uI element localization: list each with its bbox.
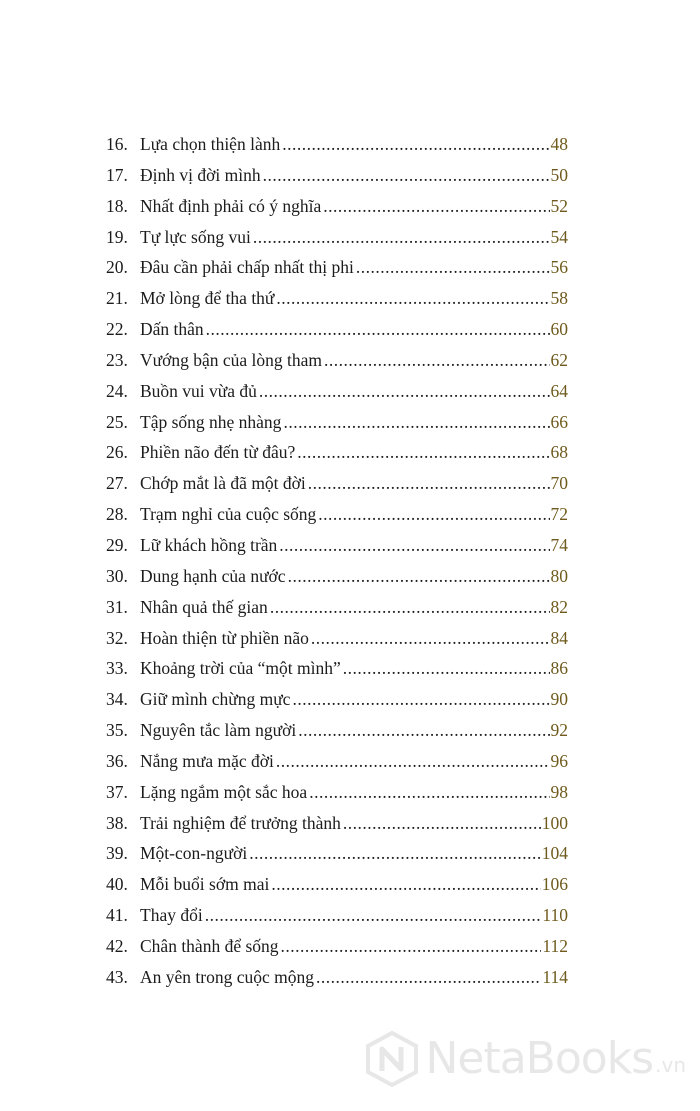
toc-entry: [106, 499, 568, 530]
toc-entry-number: 17.: [106, 164, 128, 185]
toc-entry-number: 40.: [106, 874, 128, 895]
toc-entry-title: Tập sống nhẹ nhàng: [140, 411, 282, 432]
toc-entry: [106, 314, 568, 345]
toc-entry: [106, 900, 568, 931]
toc-entry-page: 100: [541, 812, 568, 833]
toc-entry-number: 30.: [106, 565, 128, 586]
toc-leader-dots: [298, 715, 549, 746]
toc-entry-page: 90: [550, 689, 568, 710]
toc-entry: [106, 931, 568, 962]
toc-entry: [106, 283, 568, 314]
toc-entry-page: 66: [550, 411, 568, 432]
toc-entry-number: 34.: [106, 689, 128, 710]
toc-leader-dots: [283, 407, 549, 438]
toc-entry: [106, 468, 568, 499]
toc-entry: [106, 530, 568, 561]
toc-leader-dots: [271, 869, 540, 900]
toc-entry-title: Buồn vui vừa đủ: [140, 380, 257, 401]
toc-entry-page: 86: [550, 658, 568, 679]
toc-entry: [106, 869, 568, 900]
toc-leader-dots: [323, 191, 549, 222]
toc-entry: [106, 777, 568, 808]
toc-leader-dots: [270, 592, 550, 623]
toc-entry-number: 31.: [106, 596, 128, 617]
toc-entry: [106, 437, 568, 468]
toc-entry-page: 80: [550, 565, 568, 586]
toc-entry-number: 26.: [106, 442, 128, 463]
toc-entry-title: Chân thành để sống: [140, 935, 279, 956]
toc-entry-title: Đâu cần phải chấp nhất thị phi: [140, 257, 354, 278]
toc-entry: [106, 376, 568, 407]
toc-leader-dots: [309, 777, 549, 808]
toc-entry-title: Dấn thân: [140, 319, 204, 340]
toc-entry-page: 110: [542, 905, 568, 926]
toc-entry-number: 42.: [106, 935, 128, 956]
toc-entry: [106, 838, 568, 869]
toc-entry-page: 114: [542, 966, 568, 987]
toc-entry-page: 70: [550, 473, 568, 494]
toc-entry: [106, 252, 568, 283]
toc-leader-dots: [292, 684, 549, 715]
toc-entry-title: Nhất định phải có ý nghĩa: [140, 195, 322, 216]
toc-leader-dots: [288, 561, 550, 592]
toc-leader-dots: [276, 746, 550, 777]
toc-entry-title: Khoảng trời của “một mình”: [140, 658, 341, 679]
toc-entry-number: 32.: [106, 627, 128, 648]
toc-entry-number: 28.: [106, 504, 128, 525]
toc-leader-dots: [343, 808, 541, 839]
toc-entry-number: 18.: [106, 195, 128, 216]
toc-entry: [106, 962, 568, 993]
toc-entry-page: 96: [550, 750, 568, 771]
toc-leader-dots: [249, 838, 541, 869]
toc-leader-dots: [343, 653, 550, 684]
toc-entry-number: 16.: [106, 134, 128, 154]
toc-entry-title: Nguyên tắc làm người: [140, 720, 297, 741]
toc-entry-title: Trải nghiệm để trưởng thành: [140, 812, 341, 833]
toc-entry-title: Lựa chọn thiện lành: [140, 134, 281, 154]
toc-entry: [106, 222, 568, 253]
toc-entry: [106, 715, 568, 746]
toc-entry-title: Giữ mình chừng mực: [140, 689, 291, 710]
toc-entry-page: 112: [542, 935, 568, 956]
toc-leader-dots: [297, 437, 549, 468]
toc-entry-number: 24.: [106, 380, 128, 401]
toc-entry-page: 60: [550, 319, 568, 340]
toc-entry-number: 41.: [106, 905, 128, 926]
toc-entry-page: 106: [541, 874, 568, 895]
toc-entry-page: 68: [550, 442, 568, 463]
toc-entry-page: 84: [550, 627, 568, 648]
toc-entry-title: Định vị đời mình: [140, 164, 261, 185]
toc-leader-dots: [282, 129, 549, 160]
toc-leader-dots: [279, 530, 549, 561]
toc-entry-page: 62: [550, 349, 568, 370]
toc-entry-title: Nắng mưa mặc đời: [140, 750, 274, 771]
toc-entry-number: 33.: [106, 658, 128, 679]
toc-entry: [106, 623, 568, 654]
toc-entry-page: 92: [550, 720, 568, 741]
toc-entry-page: 52: [550, 195, 568, 216]
toc-leader-dots: [316, 962, 541, 993]
toc-entry-number: 22.: [106, 319, 128, 340]
toc-entry-number: 25.: [106, 411, 128, 432]
toc-entry-number: 19.: [106, 226, 128, 247]
toc-entry-title: Một-con-người: [140, 843, 248, 864]
toc-entry-title: Vướng bận của lòng tham: [140, 349, 323, 370]
toc-leader-dots: [205, 900, 542, 931]
toc-entry: [106, 592, 568, 623]
toc-leader-dots: [259, 376, 550, 407]
toc-leader-dots: [281, 931, 542, 962]
toc-entry-number: 29.: [106, 534, 128, 555]
toc-entry-title: Hoàn thiện từ phiền não: [140, 627, 309, 648]
toc-entry-number: 38.: [106, 812, 128, 833]
toc-entry: [106, 653, 568, 684]
toc-leader-dots: [356, 252, 550, 283]
netabooks-logo-icon: [365, 1031, 419, 1087]
toc-entry-title: Trạm nghỉ của cuộc sống: [140, 504, 317, 525]
toc-entry-number: 35.: [106, 720, 128, 741]
toc-entry: [106, 561, 568, 592]
toc-entry-page: 72: [550, 504, 568, 525]
toc-entry-title: An yên trong cuộc mộng: [140, 966, 314, 987]
toc-entry-page: 56: [550, 257, 568, 278]
toc-entry-page: 48: [550, 134, 568, 154]
toc-entry-page: 54: [550, 226, 568, 247]
watermark: [365, 1029, 686, 1089]
toc-leader-dots: [263, 160, 550, 191]
toc-leader-dots: [318, 499, 549, 530]
toc-entry-title: Lữ khách hồng trần: [140, 534, 278, 555]
toc-entry-title: Chớp mắt là đã một đời: [140, 473, 306, 494]
toc-entry-number: 43.: [106, 966, 128, 987]
toc-entry-title: Phiền não đến từ đâu?: [140, 442, 296, 463]
toc-leader-dots: [308, 468, 550, 499]
toc-entry-page: 58: [550, 288, 568, 309]
toc-entry-number: 39.: [106, 843, 128, 864]
watermark-suffix: .vn: [655, 1053, 686, 1077]
toc-entry-title: Mỗi buổi sớm mai: [140, 874, 270, 895]
toc-entry-page: 82: [550, 596, 568, 617]
toc-entry-title: Mở lòng để tha thứ: [140, 288, 275, 309]
toc-entry: [106, 160, 568, 191]
toc-entry: [106, 808, 568, 839]
toc-entry: [106, 191, 568, 222]
toc-entry-number: 27.: [106, 473, 128, 494]
toc-leader-dots: [206, 314, 550, 345]
toc-entry-title: Nhân quả thế gian: [140, 596, 268, 617]
toc-entry-number: 23.: [106, 349, 128, 370]
toc-entry: [106, 129, 568, 160]
toc-leader-dots: [276, 283, 549, 314]
table-of-contents: [106, 129, 568, 993]
toc-entry-title: Lặng ngắm một sắc hoa: [140, 781, 308, 802]
toc-entry-page: 98: [550, 781, 568, 802]
toc-entry-number: 21.: [106, 288, 128, 309]
toc-leader-dots: [311, 623, 550, 654]
toc-entry: [106, 345, 568, 376]
toc-leader-dots: [253, 222, 550, 253]
toc-entry-title: Thay đổi: [140, 905, 203, 926]
toc-entry-number: 20.: [106, 257, 128, 278]
toc-entry-title: Tự lực sống vui: [140, 226, 251, 247]
toc-entry-number: 37.: [106, 781, 128, 802]
toc-entry-page: 64: [550, 380, 568, 401]
toc-entry-number: 36.: [106, 750, 128, 771]
toc-leader-dots: [324, 345, 549, 376]
toc-entry-page: 104: [541, 843, 568, 864]
toc-entry: [106, 407, 568, 438]
toc-entry: [106, 684, 568, 715]
toc-entry-page: 50: [550, 164, 568, 185]
toc-entry: [106, 746, 568, 777]
toc-entry-title: Dung hạnh của nước: [140, 565, 286, 586]
toc-entry-page: 74: [550, 534, 568, 555]
watermark-text: NetaBooks: [425, 1033, 654, 1084]
